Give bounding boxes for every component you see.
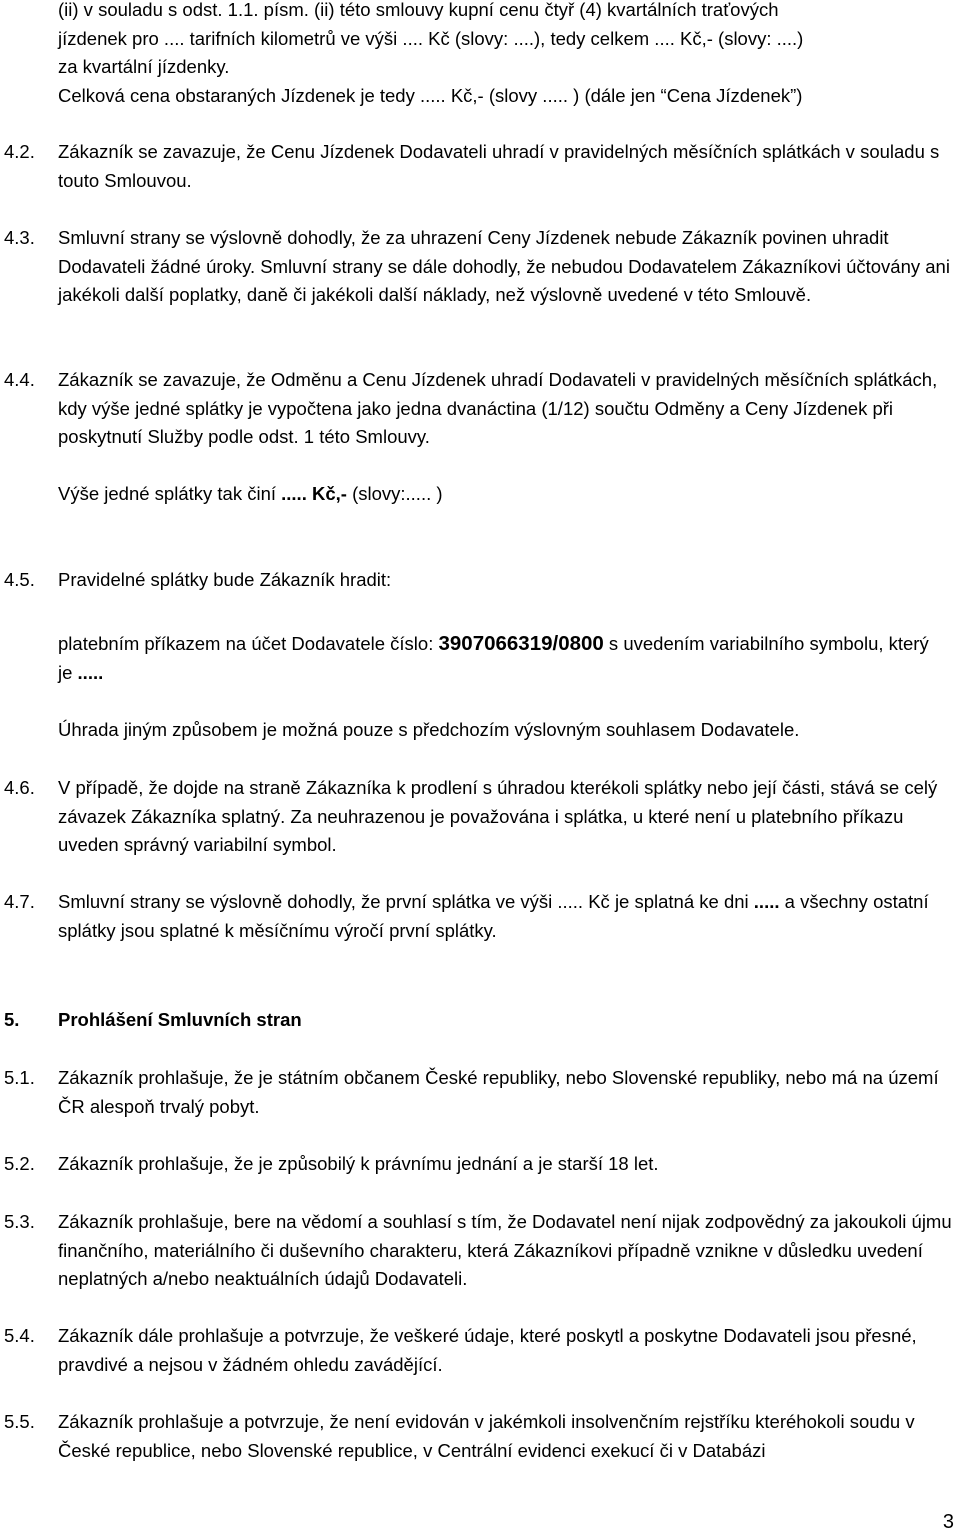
section-text-b: a všechny ostatní splátky jsou splatné k měsíčnímu výročí první splátky.	[58, 891, 929, 941]
section-number: 5.1.	[4, 1067, 35, 1088]
payment-middle: s uvedením variabilního symbolu, který je	[58, 633, 929, 683]
section-text: Smluvní strany se výslovně dohodly, že za uhrazení Ceny Jízdenek nebude Zákazník povinen uhradit Dodavateli žádné úroky. Smluvní strany se dále dohodly, že nebudou Dodavatelem Zákazníkovi účtovány ani jakékoli další poplatky, daně či jakékoli další náklady, než výslovně uvedené v této Smlouvě.	[58, 227, 950, 305]
section-number: 4.5.	[4, 569, 35, 590]
section-5-4	[4, 1322, 954, 1379]
installment-prefix: Výše jedné splátky tak činí	[58, 483, 282, 504]
section-text: Zákazník prohlašuje, bere na vědomí a souhlasí s tím, že Dodavatel není nijak zodpovědný za jakoukoli újmu finančního, materiálního či duševního charakteru, která Zákazníkovi případně vznikne v důsledku uvedení neplatných a/nebo neaktuálních údajů Dodavateli.	[58, 1211, 952, 1289]
section-text	[58, 888, 958, 945]
section-4-3	[4, 224, 954, 310]
section-4-4	[4, 366, 954, 452]
installment-amount-line	[58, 480, 948, 509]
section-5-2	[4, 1150, 954, 1179]
section-text: Zákazník prohlašuje, že je způsobilý k právnímu jednání a je starší 18 let.	[58, 1153, 659, 1174]
section-text: Zákazník se zavazuje, že Cenu Jízdenek Dodavateli uhradí v pravidelných měsíčních splátkách v souladu s touto Smlouvou.	[58, 141, 940, 191]
intro-line-4: Celková cena obstaraných Jízdenek je tedy ..... Kč,- (slovy ..... ) (dále jen “Cena Jízdenek”)	[58, 84, 803, 106]
section-5-5	[4, 1408, 954, 1465]
section-4-6	[4, 774, 954, 860]
section-text-a: Smluvní strany se výslovně dohodly, že první splátka ve výši ..... Kč je splatná ke dni	[58, 891, 754, 912]
other-payment-note: Úhrada jiným způsobem je možná pouze s předchozím výslovným souhlasem Dodavatele.	[58, 719, 800, 740]
section-4-7	[4, 888, 954, 945]
intro-paragraph	[58, 0, 938, 110]
page-number: 3	[942, 1511, 954, 1533]
section-number: 4.4.	[4, 369, 35, 390]
section-text: Zákazník dále prohlašuje a potvrzuje, že veškeré údaje, které poskytl a poskytne Dodavateli jsou přesné, pravdivé a nejsou v žádném ohledu zavádějící.	[58, 1325, 917, 1375]
section-title: Prohlášení Smluvních stran	[58, 1009, 302, 1030]
section-text: Zákazník se zavazuje, že Odměnu a Cenu Jízdenek uhradí Dodavateli v pravidelných měsíčních splátkách, kdy výše jedné splátky je vypočtena jako jedna dvanáctina (1/12) součtu Odměny a Ceny Jízdenek při poskytnutí Služby podle odst. 1 této Smlouvy.	[58, 369, 938, 447]
section-number: 5.2.	[4, 1153, 35, 1174]
due-date: .....	[753, 891, 780, 912]
installment-amount: ..... Kč,-	[281, 483, 347, 504]
account-number: 3907066319/0800	[438, 632, 604, 655]
installment-suffix: (slovy:..... )	[346, 483, 443, 504]
variable-symbol: .....	[77, 661, 104, 683]
intro-line-3: za kvartální jízdenky.	[58, 56, 230, 77]
payment-prefix: platebním příkazem na účet Dodavatele číslo:	[58, 633, 439, 654]
section-number: 5.4.	[4, 1325, 35, 1346]
section-number: 5.3.	[4, 1211, 35, 1232]
section-text: V případě, že dojde na straně Zákazníka k prodlení s úhradou kterékoli splátky nebo její části, stává se celý závazek Zákazníka splatný. Za neuhrazenou je považována i splátka, u které není u platebního příkazu uveden správný variabilní symbol.	[58, 777, 938, 855]
section-4-2	[4, 138, 954, 195]
section-text: Zákazník prohlašuje, že je státním občanem České republiky, nebo Slovenské republiky, nebo má na území ČR alespoň trvalý pobyt.	[58, 1067, 939, 1117]
payment-instruction	[58, 630, 948, 687]
section-text: Pravidelné splátky bude Zákazník hradit:	[58, 569, 392, 590]
section-5-1	[4, 1064, 954, 1121]
section-text: Zákazník prohlašuje a potvrzuje, že není evidován v jakémkoli insolvenčním rejstříku kteréhokoli soudu v České republice, nebo Slovenské republice, v Centrální evidenci exekucí či v Databázi	[58, 1411, 915, 1461]
section-5-heading	[4, 1006, 954, 1035]
section-5-3	[4, 1208, 954, 1294]
intro-line-1: (ii) v souladu s odst. 1.1. písm. (ii) této smlouvy kupní cenu čtyř (4) kvartálních traťových	[58, 0, 779, 20]
section-4-5	[4, 566, 954, 595]
intro-line-2: jízdenek pro .... tarifních kilometrů ve výši .... Kč (slovy: ....), tedy celkem .... Kč,- (slovy: ....)	[58, 27, 804, 49]
section-number: 5.5.	[4, 1411, 35, 1432]
section-number: 4.7.	[4, 891, 35, 912]
section-number: 4.3.	[4, 227, 35, 248]
section-number: 4.6.	[4, 777, 35, 798]
section-number: 4.2.	[4, 141, 35, 162]
section-number: 5.	[4, 1009, 20, 1030]
